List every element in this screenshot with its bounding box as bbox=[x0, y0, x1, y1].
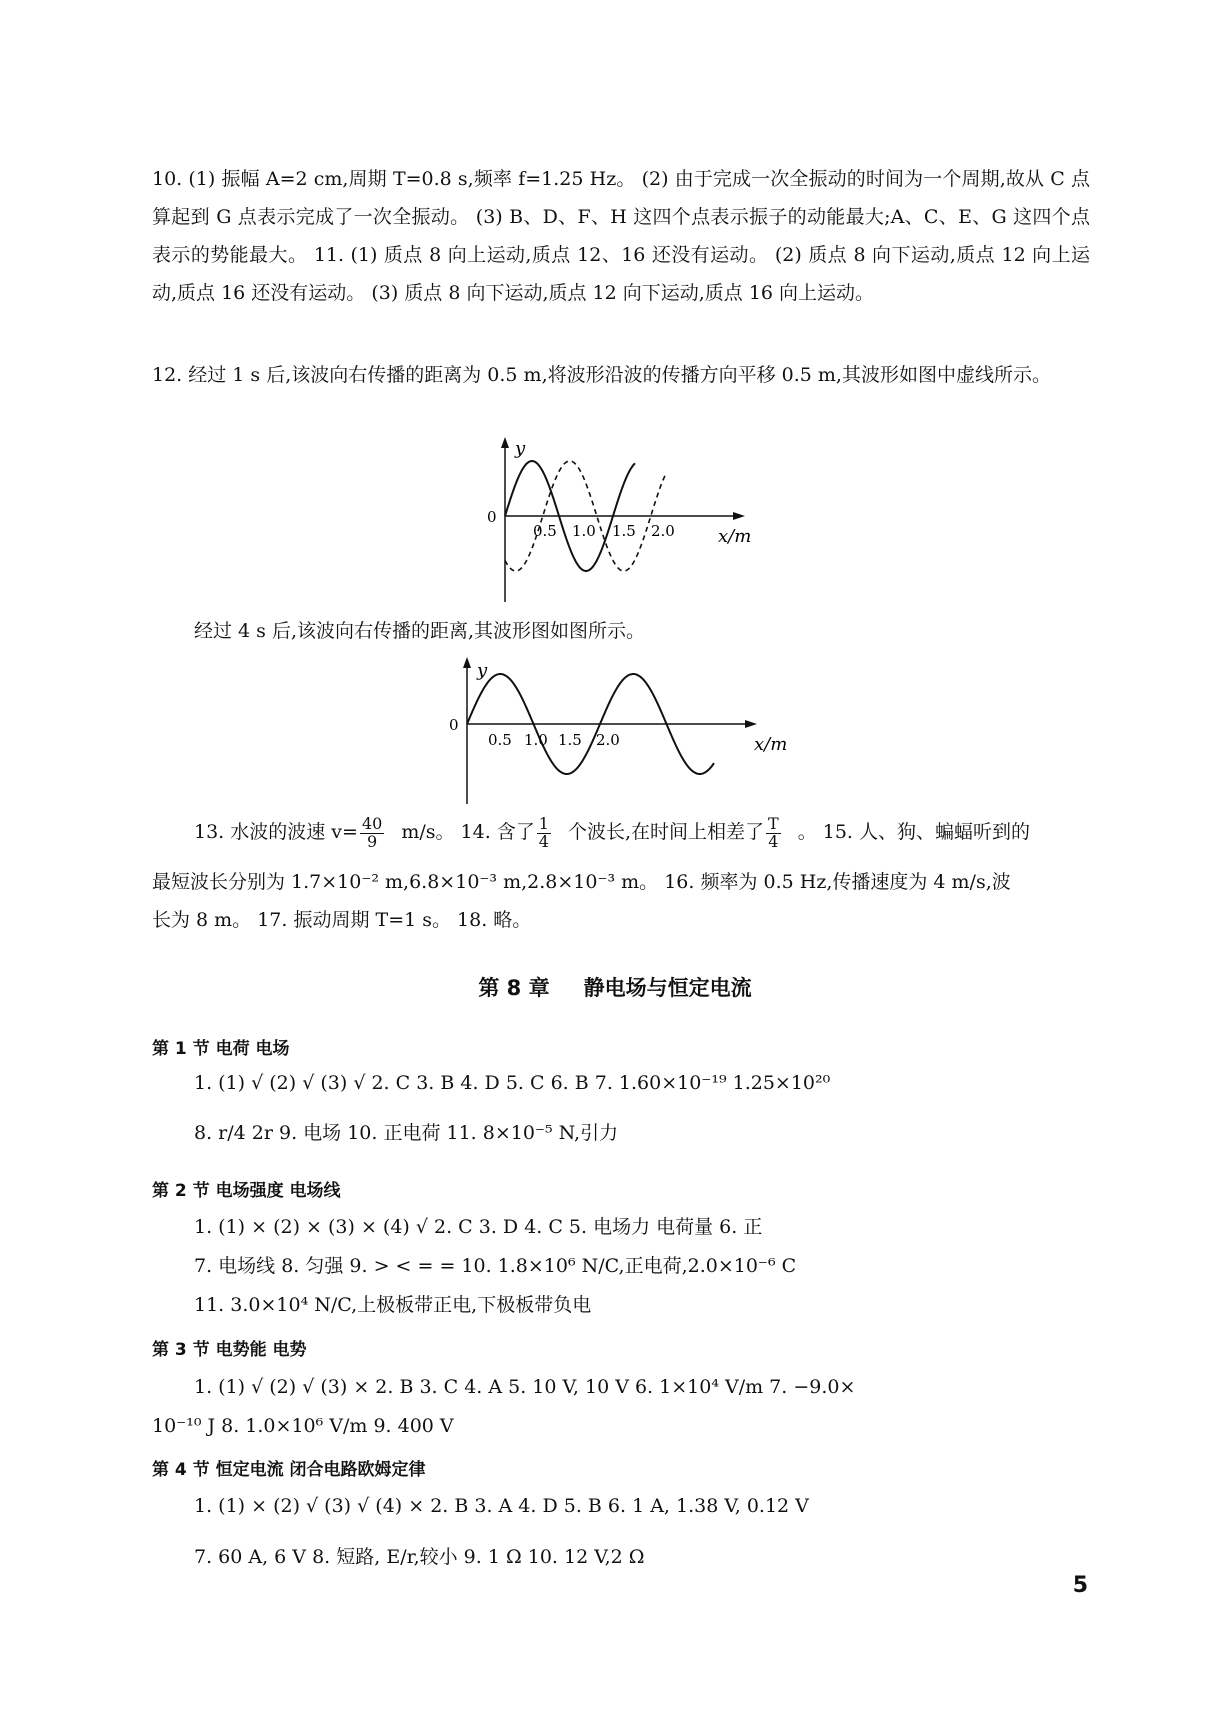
answer-14-text: m/s。 14. 含了 bbox=[401, 821, 535, 844]
fig2-origin: 0 bbox=[449, 716, 459, 734]
fig1-origin: 0 bbox=[487, 508, 497, 526]
section-title: 第 2 节 电场强度 电场线 bbox=[152, 1181, 341, 1201]
answer-line: 8. r/4 2r 9. 电场 10. 正电荷 11. 8×10⁻⁵ N,引力 bbox=[194, 1122, 619, 1144]
fig2-x-label: x/m bbox=[754, 734, 788, 755]
answer-14-text-b: 个波长,在时间上相差了 bbox=[567, 821, 765, 844]
answer-line: 1. (1) × (2) √ (3) √ (4) × 2. B 3. A 4. D 5. B 6. 1 A, 1.38 V, 0.12 V bbox=[194, 1495, 809, 1517]
chapter-heading bbox=[0, 972, 1230, 1002]
answer-10-11: 10. (1) 振幅 A=2 cm,周期 T=0.8 s,频率 f=1.25 Hz。 (2) 由于完成一次全振动的时间为一个周期,故从 C 点算起到 G 点表示完成了一次全振动。 (3) B、D、F、H 这四个点表示振子的动能最大;A、C、E、G 这四个点表示的势能最大。 11. (1) 质点 8 向上运动,质点 12、16 还没有运动。 (2) 质点 8 向下运动,质点 12 向上运动,质点 16 还没有运动。 (3) 质点 8 向下运动,质点 12 向下运动,质点 16 向上运动。 bbox=[152, 168, 1090, 304]
answer-line: 1. (1) × (2) × (3) × (4) √ 2. C 3. D 4. C 5. 电场力 电荷量 6. 正 bbox=[194, 1216, 763, 1238]
fraction-1-4 bbox=[537, 816, 568, 851]
answer-13-text: 13. 水波的波速 v= bbox=[194, 821, 358, 844]
section-title: 第 1 节 电荷 电场 bbox=[152, 1039, 290, 1059]
section-title: 第 4 节 恒定电流 闭合电路欧姆定律 bbox=[152, 1460, 426, 1480]
answer-line: 11. 3.0×10⁴ N/C,上极板带正电,下极板带负电 bbox=[194, 1294, 592, 1316]
wave-figure-1 bbox=[470, 432, 770, 612]
fraction-numerator: 40 bbox=[361, 814, 383, 833]
fig1-y-label: y bbox=[515, 438, 526, 459]
fig2-tick: 0.5 bbox=[488, 731, 512, 749]
answer-15-16-line: 最短波长分别为 1.7×10⁻² m,6.8×10⁻³ m,2.8×10⁻³ m。 16. 频率为 0.5 Hz,传播速度为 4 m/s,波 bbox=[152, 871, 1011, 893]
answer-line: 7. 电场线 8. 匀强 9. > < = = 10. 1.8×10⁶ N/C,正电荷,2.0×10⁻⁶ C bbox=[194, 1255, 797, 1277]
fraction-numerator: T bbox=[768, 814, 779, 833]
answer-line: 7. 60 A, 6 V 8. 短路, E/r,较小 9. 1 Ω 10. 12 V,2 Ω bbox=[194, 1546, 645, 1568]
answer-12-b: 经过 4 s 后,该波向右传播的距离,其波形图如图所示。 bbox=[194, 620, 646, 642]
fraction-numerator: 1 bbox=[538, 814, 549, 833]
fraction-denominator: 4 bbox=[538, 831, 549, 851]
fraction-denominator: 4 bbox=[768, 831, 779, 851]
answer-12: 12. 经过 1 s 后,该波向右传播的距离为 0.5 m,将波形沿波的传播方向平移 0.5 m,其波形如图中虚线所示。 bbox=[152, 364, 1051, 386]
answer-13-14-15-line bbox=[194, 816, 1030, 851]
fraction-T-4 bbox=[766, 816, 798, 851]
fraction-40-9 bbox=[360, 816, 401, 851]
fig1-tick: 1.0 bbox=[572, 522, 596, 540]
chapter-title: 静电场与恒定电流 bbox=[583, 976, 752, 1000]
fraction-denominator: 9 bbox=[367, 831, 378, 851]
fig1-tick: 0.5 bbox=[533, 522, 557, 540]
wave-figure-2 bbox=[432, 652, 802, 812]
section-title: 第 3 节 电势能 电势 bbox=[152, 1340, 307, 1360]
chapter-number: 第 8 章 bbox=[478, 976, 550, 1000]
fig1-x-label: x/m bbox=[718, 526, 752, 547]
fig2-tick: 1.0 bbox=[524, 731, 548, 749]
answer-15-text: 。 15. 人、狗、蝙蝠听到的 bbox=[797, 821, 1030, 844]
fig1-tick: 2.0 bbox=[651, 522, 675, 540]
answer-line: 1. (1) √ (2) √ (3) √ 2. C 3. B 4. D 5. C 6. B 7. 1.60×10⁻¹⁹ 1.25×10²⁰ bbox=[194, 1072, 831, 1094]
fig1-tick: 1.5 bbox=[612, 522, 636, 540]
fig2-tick: 1.5 bbox=[558, 731, 582, 749]
answer-line: 10⁻¹⁰ J 8. 1.0×10⁶ V/m 9. 400 V bbox=[152, 1415, 454, 1437]
answer-line: 1. (1) √ (2) √ (3) × 2. B 3. C 4. A 5. 10 V, 10 V 6. 1×10⁴ V/m 7. −9.0× bbox=[194, 1376, 856, 1398]
fig2-tick: 2.0 bbox=[596, 731, 620, 749]
page-number: 5 bbox=[1072, 1573, 1088, 1598]
fig2-y-label: y bbox=[477, 660, 488, 681]
answer-17-18-line: 长为 8 m。 17. 振动周期 T=1 s。 18. 略。 bbox=[152, 909, 532, 931]
